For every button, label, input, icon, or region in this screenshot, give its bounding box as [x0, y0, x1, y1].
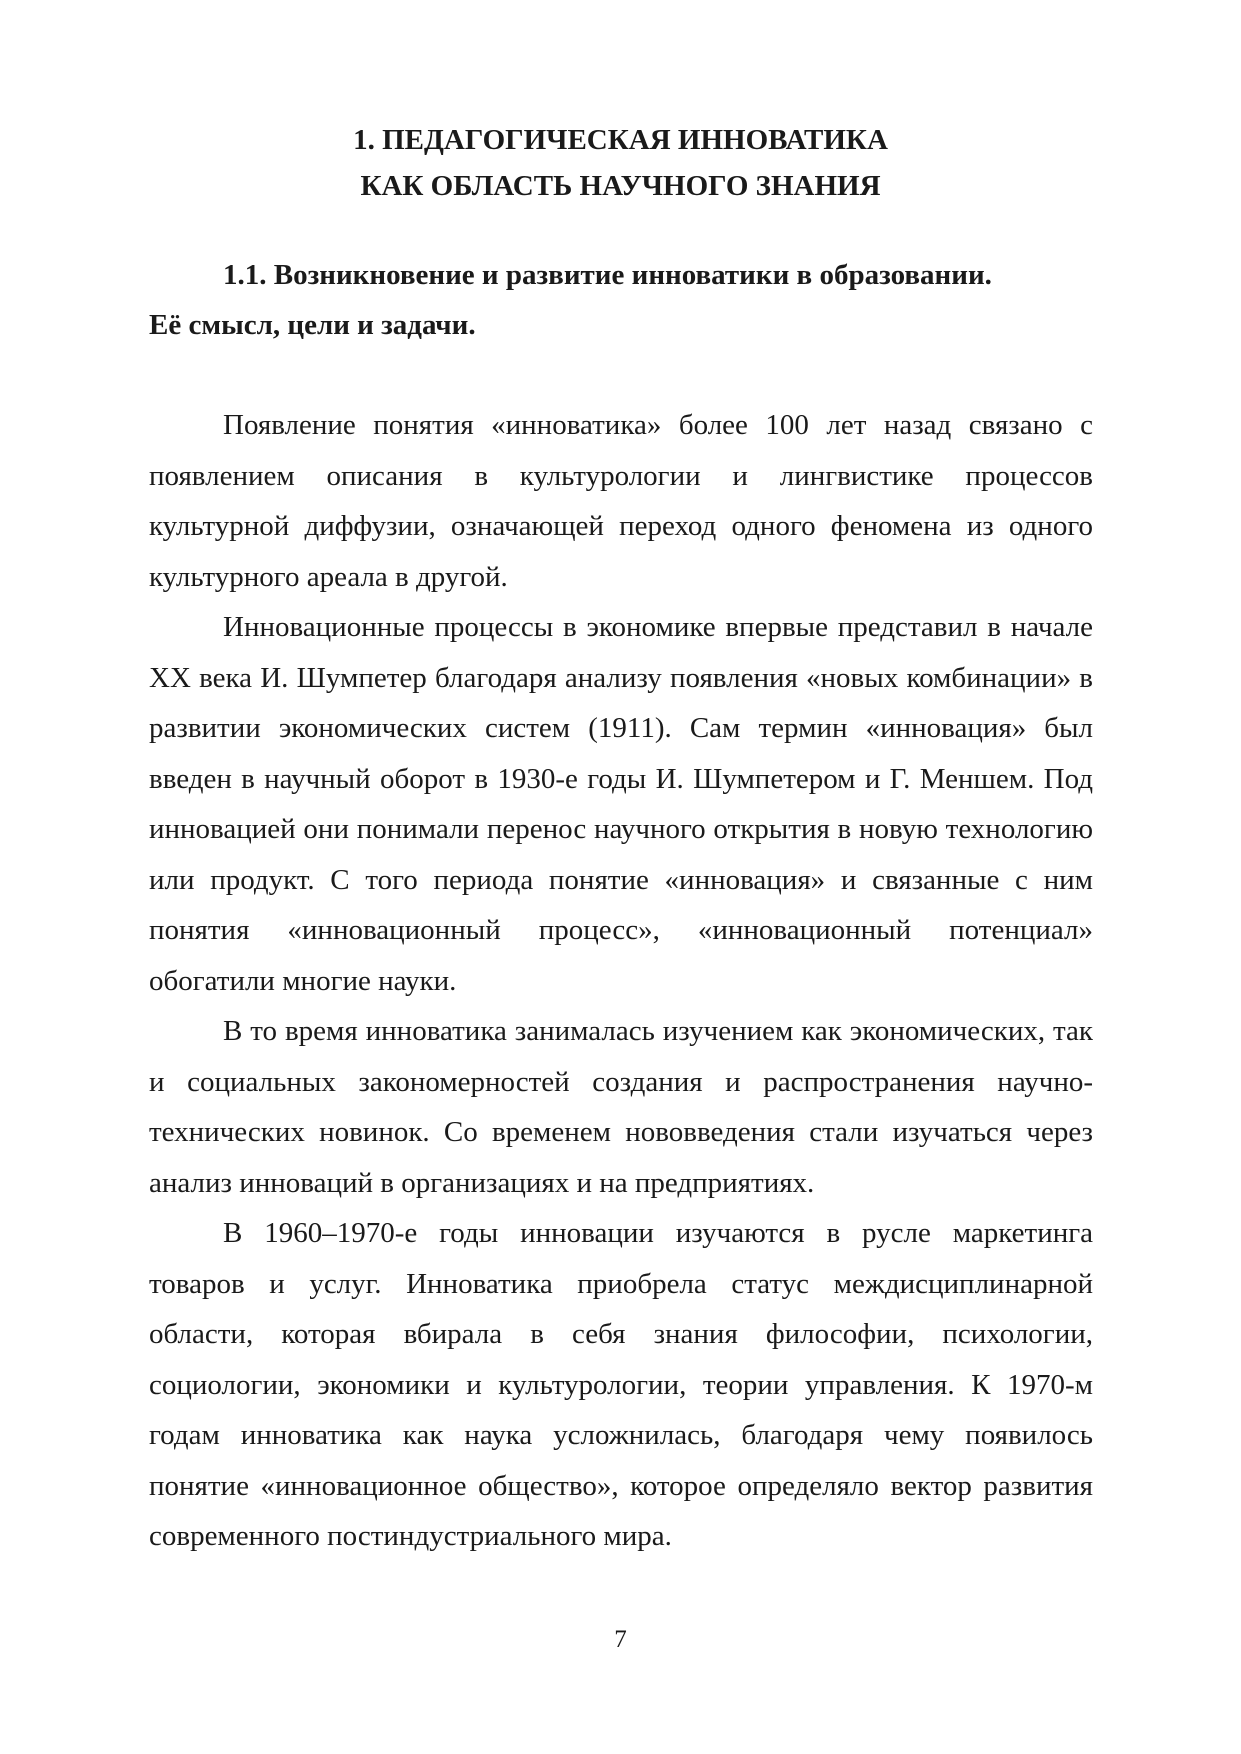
paragraph-1: Появление понятия «инноватика» более 100 лет назад связано с появлением описания в культурологии и лингвистике процессов культурной диффузии, означающей переход одного феномена из одного культурного ареала в другой.: [149, 409, 1093, 593]
chapter-title-line-1: 1. ПЕДАГОГИЧЕСКАЯ ИННОВАТИКА: [353, 124, 888, 156]
chapter-title-line-2: КАК ОБЛАСТЬ НАУЧНОГО ЗНАНИЯ: [360, 170, 881, 202]
paragraph-4: В 1960–1970-е годы инновации изучаются в русле маркетинга товаров и услуг. Инноватика приобрела статус междисциплинарной области, которая вбирала в себя знания философии, психологии, социологии, экономики и культурологии, теории управления. К 1970-м годам инноватика как наука усложнилась, благодаря чему появилось понятие «инновационное общество», которое определяло вектор развития современного постиндустриального мира.: [149, 1217, 1093, 1552]
paragraph-3: В то время инноватика занималась изучением как экономических, так и социальных закономерностей создания и распространения научно-технических новинок. Со временем нововведения стали изучаться через анализ инноваций в организациях и на предприятиях.: [149, 1015, 1093, 1199]
section-title-line-1: 1.1. Возникновение и развитие инноватики в образовании.: [223, 259, 992, 291]
page-number: 7: [614, 1626, 627, 1653]
section-title: [149, 250, 1093, 350]
chapter-title: [0, 117, 1241, 209]
paragraph-2: Инновационные процессы в экономике впервые представил в начале XX века И. Шумпетер благодаря анализу появления «новых комбинации» в развитии экономических систем (1911). Сам термин «инновация» был введен в научный оборот в 1930-е годы И. Шумпетером и Г. Меншем. Под инновацией они понимали перенос научного открытия в новую технологию или продукт. С того периода понятие «инновация» и связанные с ним понятия «инновационный процесс», «инновационный потенциал» обогатили многие науки.: [149, 611, 1093, 997]
section-title-line-2: Её смысл, цели и задачи.: [149, 309, 476, 341]
body-text: [149, 400, 1093, 1562]
